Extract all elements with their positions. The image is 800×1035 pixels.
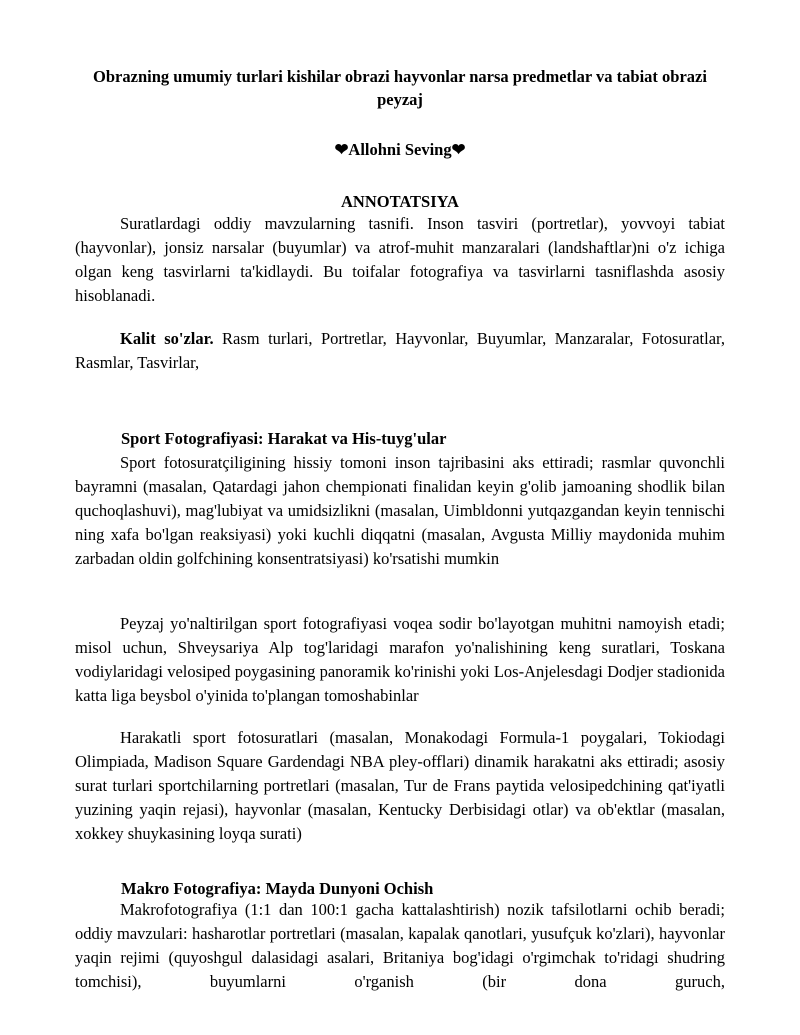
keywords-text: Rasm turlari, Portretlar, Hayvonlar, Buyumlar, Manzaralar, Fotosuratlar, Rasmlar, Tasvirlar, (75, 329, 725, 372)
document-subtitle: ❤Allohni Seving❤ (334, 140, 466, 159)
annotation-paragraph: Suratlardagi oddiy mavzularning tasnifi. Inson tasviri (portretlar), yovvoyi tabiat (hayvonlar), jonsiz narsalar (buyumlar) va atrof-muhit manzaralari (landshaftlar)ni o'z ichiga olgan keng tasvirlarni ta'kidlaydi. Bu toifalar fotografiya va tasvirlarni tasniflashda asosiy hisoblanadi. (75, 214, 725, 305)
annotation-heading: ANNOTATSIYA (341, 192, 459, 211)
section-heading-macro: Makro Fotografiya: Mayda Dunyoni Ochish (121, 879, 434, 898)
sport-paragraph-1: Sport fotosuratçiligining hissiy tomoni inson tajribasini aks ettiradi; rasmlar quvonchli bayramni (masalan, Qatardagi jahon chempionati finalidan keyin g'olib jamoaning shodlik bilan quchoqlashuvi), mag'lubiyat va umidsizlikni (masalan, Uimbldonni yutqazgandan keyin tennischi ning xafa bo'lgan reaksiyasi) yoki kuchli diqqatni (masalan, Avgusta Milliy maydonida muhim zarbadan oldin golfchining konsentratsiyasi) ko'rsatishi mumkin (75, 453, 725, 568)
macro-paragraph-1: Makrofotografiya (1:1 dan 100:1 gacha kattalashtirish) nozik tafsilotlarni ochib beradi; oddiy mavzulari: hasharotlar portretlari (masalan, kapalak qanotlari, yusufçuk ko'zlari), hayvonlar yaqin rejimi (quyoshgul dalasidagi asalari, Britaniya bog'idagi o'rgimchak to'ridagi shudring tomchisi), buyumlarni o'rganish (bir dona guruch, (75, 900, 725, 991)
keywords-paragraph (75, 327, 725, 375)
section-heading-sport: Sport Fotografiyasi: Harakat va His-tuyg'ular (121, 429, 447, 448)
keywords-label: Kalit so'zlar. (120, 329, 214, 348)
document-title: Obrazning umumiy turlari kishilar obrazi hayvonlar narsa predmetlar va tabiat obrazi peyzaj (93, 67, 707, 109)
sport-paragraph-2: Peyzaj yo'naltirilgan sport fotografiyasi voqea sodir bo'layotgan muhitni namoyish etadi; misol uchun, Shveysariya Alp tog'laridagi marafon yo'nalishining keng suratlari, Toskana vodiylaridagi velosiped poygasining panoramik ko'rinishi yoki Los-Anjelesdagi Dodjer stadionida katta liga beysbol o'yinida to'plangan tomoshabinlar (75, 614, 725, 705)
sport-paragraph-3: Harakatli sport fotosuratlari (masalan, Monakodagi Formula-1 poygalari, Tokiodagi Olimpiada, Madison Square Gardendagi NBA pley-offlari) dinamik harakatni aks ettiradi; asosiy surat turlari sportchilarning portretlari (masalan, Tur de Frans paytida velosipedchining qat'iyatli yuzining yaqin rejasi), hayvonlar (masalan, Kentucky Derbisidagi otlar) va ob'ektlar (masalan, xokkey shuykasining loyqa surati) (75, 728, 725, 843)
